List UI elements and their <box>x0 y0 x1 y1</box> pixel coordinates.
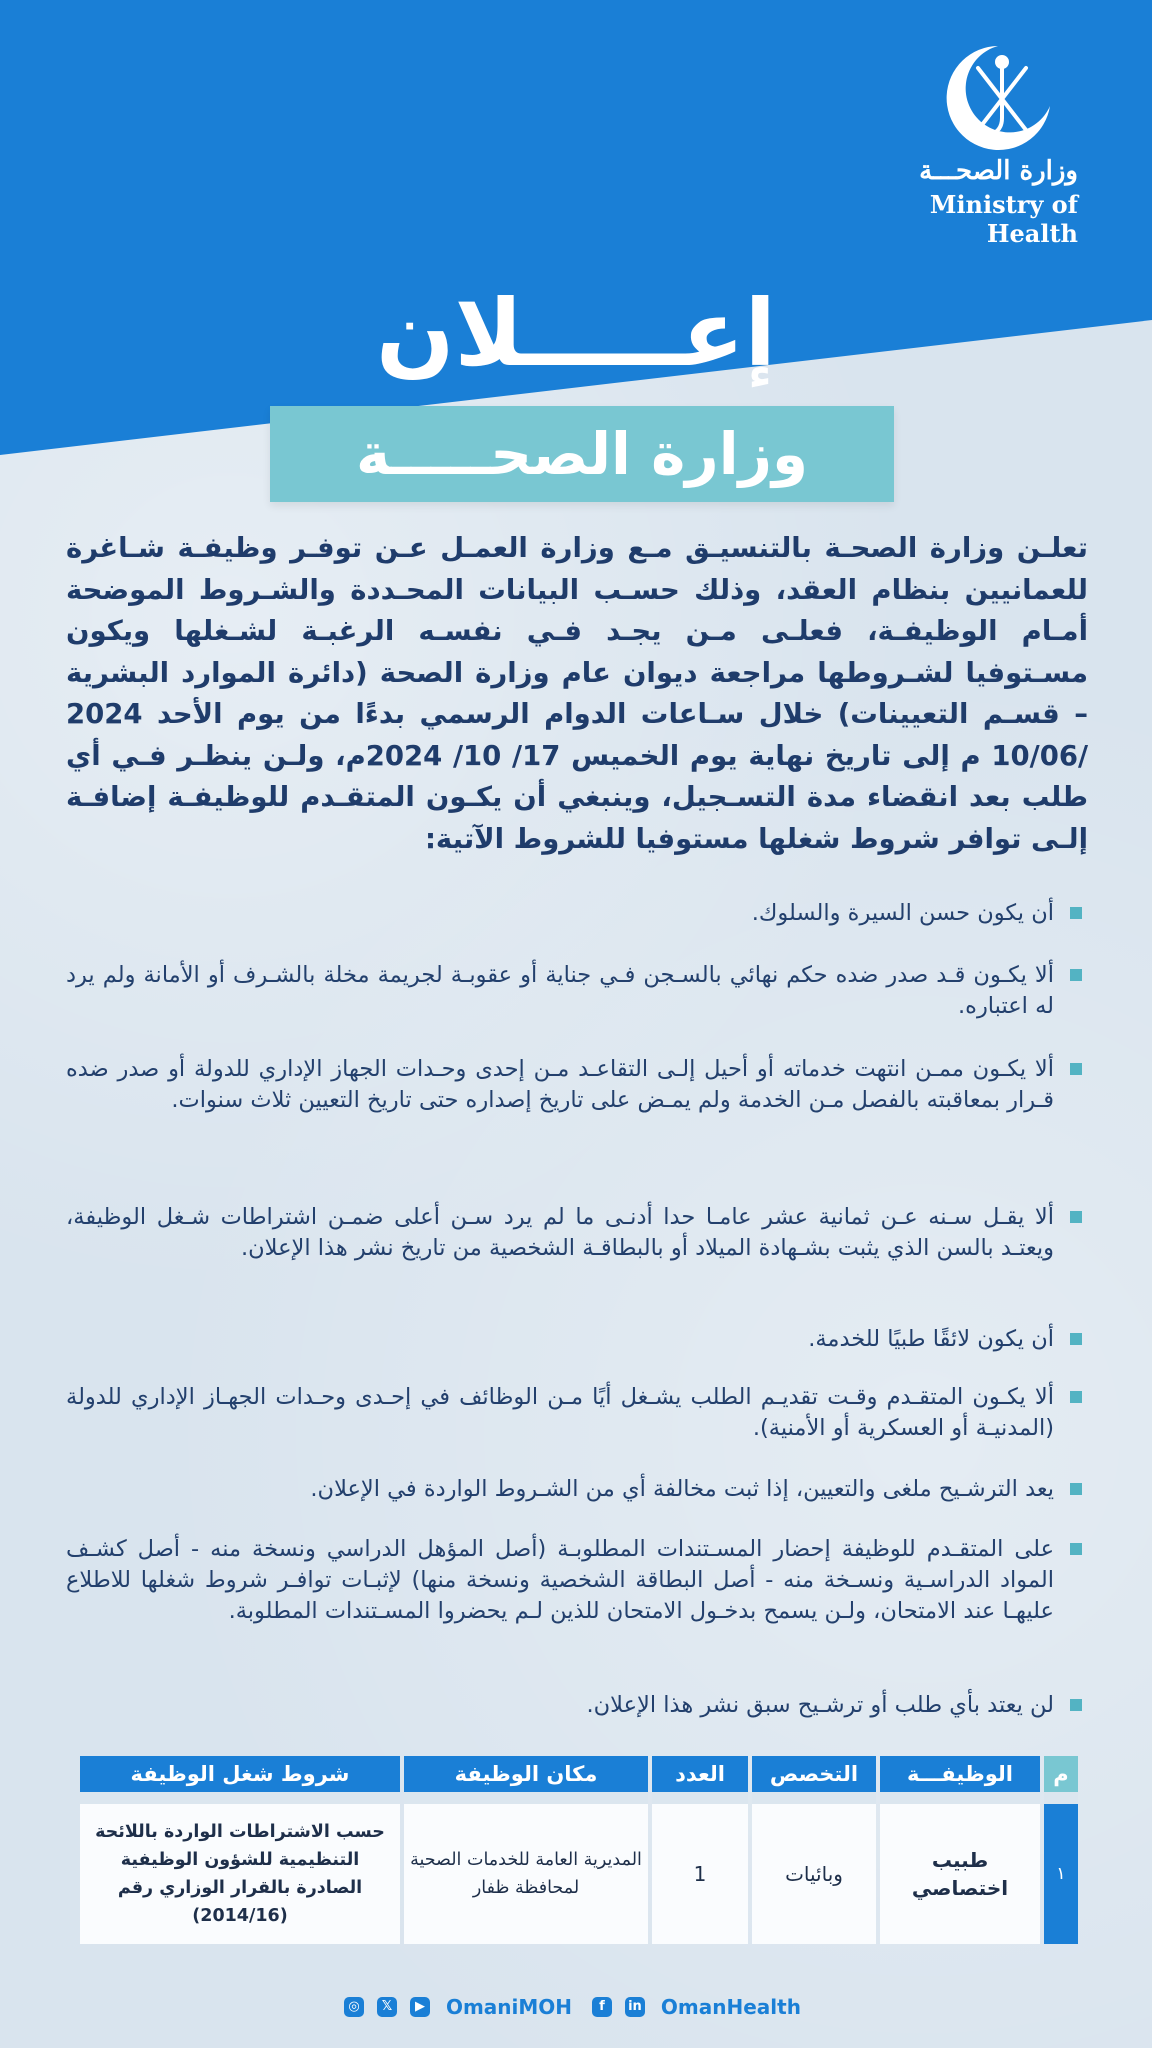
linkedin-icon[interactable]: in <box>625 1997 645 2017</box>
condition-text: يعد الترشـيح ملغى والتعيين، إذا ثبت مخالفة أي من الشـروط الواردة في الإعلان. <box>310 1476 1054 1502</box>
table-row <box>80 1792 1078 1944</box>
bullet-square-icon <box>1070 969 1082 981</box>
col-header-number: م <box>1044 1756 1078 1792</box>
condition-item <box>66 898 1086 929</box>
social-handle-moh[interactable]: OmaniMOH <box>445 1994 573 2019</box>
condition-text: أن يكون حسن السيرة والسلوك. <box>751 900 1054 926</box>
youtube-icon[interactable]: ▶ <box>410 1997 430 2017</box>
condition-item <box>66 1690 1086 1721</box>
intro-paragraph: تعلـن وزارة الصحـة بالتنسيـق مـع وزارة العمـل عـن توفـر وظيفـة شـاغرة للعمانيين بنظام العقد، وذلك حسـب البيانات المحـددة والشـروط الموضحة أمـام الوظيفـة، فعلـى مـن يجـد فـي نفسـه الرغبـة لشـغلها ويكون مسـتوفيا لشـروطها مراجعة ديوان عام وزارة الصحة (دائرة الموارد البشرية – قسـم التعيينات) خلال سـاعات الدوام الرسمي بدءًا من يوم الأحد 2024 /10/06 م إلى تاريخ نهاية يوم الخميس 17/ 10/ 2024م، ولـن ينظـر فـي أي طلب بعد انقضاء مدة التسـجيل، وينبغي أن يكـون المتقـدم للوظيفـة إضافـة إلـى توافر شروط شغلها مستوفيا للشروط الآتية: <box>66 532 1089 855</box>
jobs-table <box>76 1756 1082 1944</box>
social-footer <box>0 1993 1152 2019</box>
condition-item <box>66 1054 1086 1116</box>
ministry-name-arabic: وزارة الصحـــة <box>919 156 1078 186</box>
x-icon[interactable]: 𝕏 <box>377 1997 397 2017</box>
instagram-icon[interactable]: ◎ <box>344 1997 364 2017</box>
condition-text: ألا يكـون قـد صدر ضده حكم نهائي بالسـجن فـي جناية أو عقوبـة لجريمة مخلة بالشـرف أو الأمانة ولم يرد له اعتباره. <box>66 962 1054 1019</box>
condition-item <box>66 1324 1086 1355</box>
condition-text: لن يعتد بأي طلب أو ترشـيح سبق نشر هذا الإعلان. <box>586 1692 1054 1718</box>
announcement-title: إعـــــلان <box>376 280 776 387</box>
bullet-square-icon <box>1070 1699 1082 1711</box>
cell-count: 1 <box>652 1792 748 1944</box>
bullet-square-icon <box>1070 1543 1082 1555</box>
col-header-specialty: التخصص <box>752 1756 876 1792</box>
announcement-subtitle: وزارة الصحـــــة <box>270 406 894 502</box>
bullet-square-icon <box>1070 1211 1082 1223</box>
ministry-logo <box>878 38 1108 248</box>
cell-number: ١ <box>1044 1792 1078 1944</box>
bullet-square-icon <box>1070 1063 1082 1075</box>
bullet-square-icon <box>1070 1483 1082 1495</box>
table-header-row <box>80 1756 1078 1792</box>
condition-text: أن يكون لائقًا طبيًا للخدمة. <box>808 1326 1054 1352</box>
ministry-name-english: Ministry of Health <box>929 190 1078 248</box>
cell-conditions: حسب الاشتراطات الواردة باللائحة التنظيمية للشؤون الوظيفية الصادرة بالقرار الوزاري رقم (2014/16) <box>80 1792 400 1944</box>
condition-item <box>66 1474 1086 1505</box>
condition-item <box>66 1202 1086 1264</box>
cell-job: طبيب اختصاصي <box>880 1792 1040 1944</box>
social-handle-health[interactable]: OmanHealth <box>660 1994 801 2019</box>
col-header-job: الوظيفـــة <box>880 1756 1040 1792</box>
cell-specialty: وبائيات <box>752 1792 876 1944</box>
facebook-icon[interactable]: f <box>592 1997 612 2017</box>
condition-text: ألا يقـل سـنه عـن ثمانية عشر عامـا حدا أدنـى ما لم يرد سـن أعلى ضمـن اشتراطات شـغل الوظيفة، ويعتـد بالسن الذي يثبت بشـهادة الميلاد أو بالبطاقـة الشخصية من تاريخ نشر هذا الإعلان. <box>66 1204 1054 1261</box>
col-header-conditions: شروط شغل الوظيفة <box>80 1756 400 1792</box>
condition-item <box>66 960 1086 1022</box>
cell-place: المديرية العامة للخدمات الصحية لمحافظة ظفار <box>404 1792 648 1944</box>
condition-item <box>66 1382 1086 1444</box>
condition-text: على المتقـدم للوظيفة إحضار المسـتندات المطلوبـة (أصل المؤهل الدراسي ونسخة منه - أصل كشـف المواد الدراسـية ونسـخة منه - أصل البطاقة الشخصية ونسخة منها) لإثبـات توافـر شروط شغلها للاطلاع عليهـا عند الامتحان، ولـن يسمح بدخـول الامتحان للذين لـم يحضروا المسـتندات المطلوبة. <box>66 1536 1054 1624</box>
col-header-count: العدد <box>652 1756 748 1792</box>
bullet-square-icon <box>1070 907 1082 919</box>
bullet-square-icon <box>1070 1333 1082 1345</box>
col-header-place: مكان الوظيفة <box>404 1756 648 1792</box>
condition-item <box>66 1534 1086 1627</box>
condition-text: ألا يكـون المتقـدم وقـت تقديـم الطلب يشـغل أيًا مـن الوظائف في إحـدى وحـدات الجهـاز الإداري للدولة (المدنيـة أو العسكرية أو الأمنية). <box>66 1384 1054 1441</box>
condition-text: ألا يكـون ممـن انتهت خدماته أو أحيل إلـى التقاعـد مـن إحدى وحـدات الجهاز الإداري للدولة أو صدر ضده قـرار بمعاقبته بالفصل مـن الخدمة ولم يمـض على تاريخ إصداره حتى تاريخ التعيين ثلاث سنوات. <box>66 1056 1054 1113</box>
khanjar-emblem-icon <box>928 38 1058 158</box>
bullet-square-icon <box>1070 1391 1082 1403</box>
